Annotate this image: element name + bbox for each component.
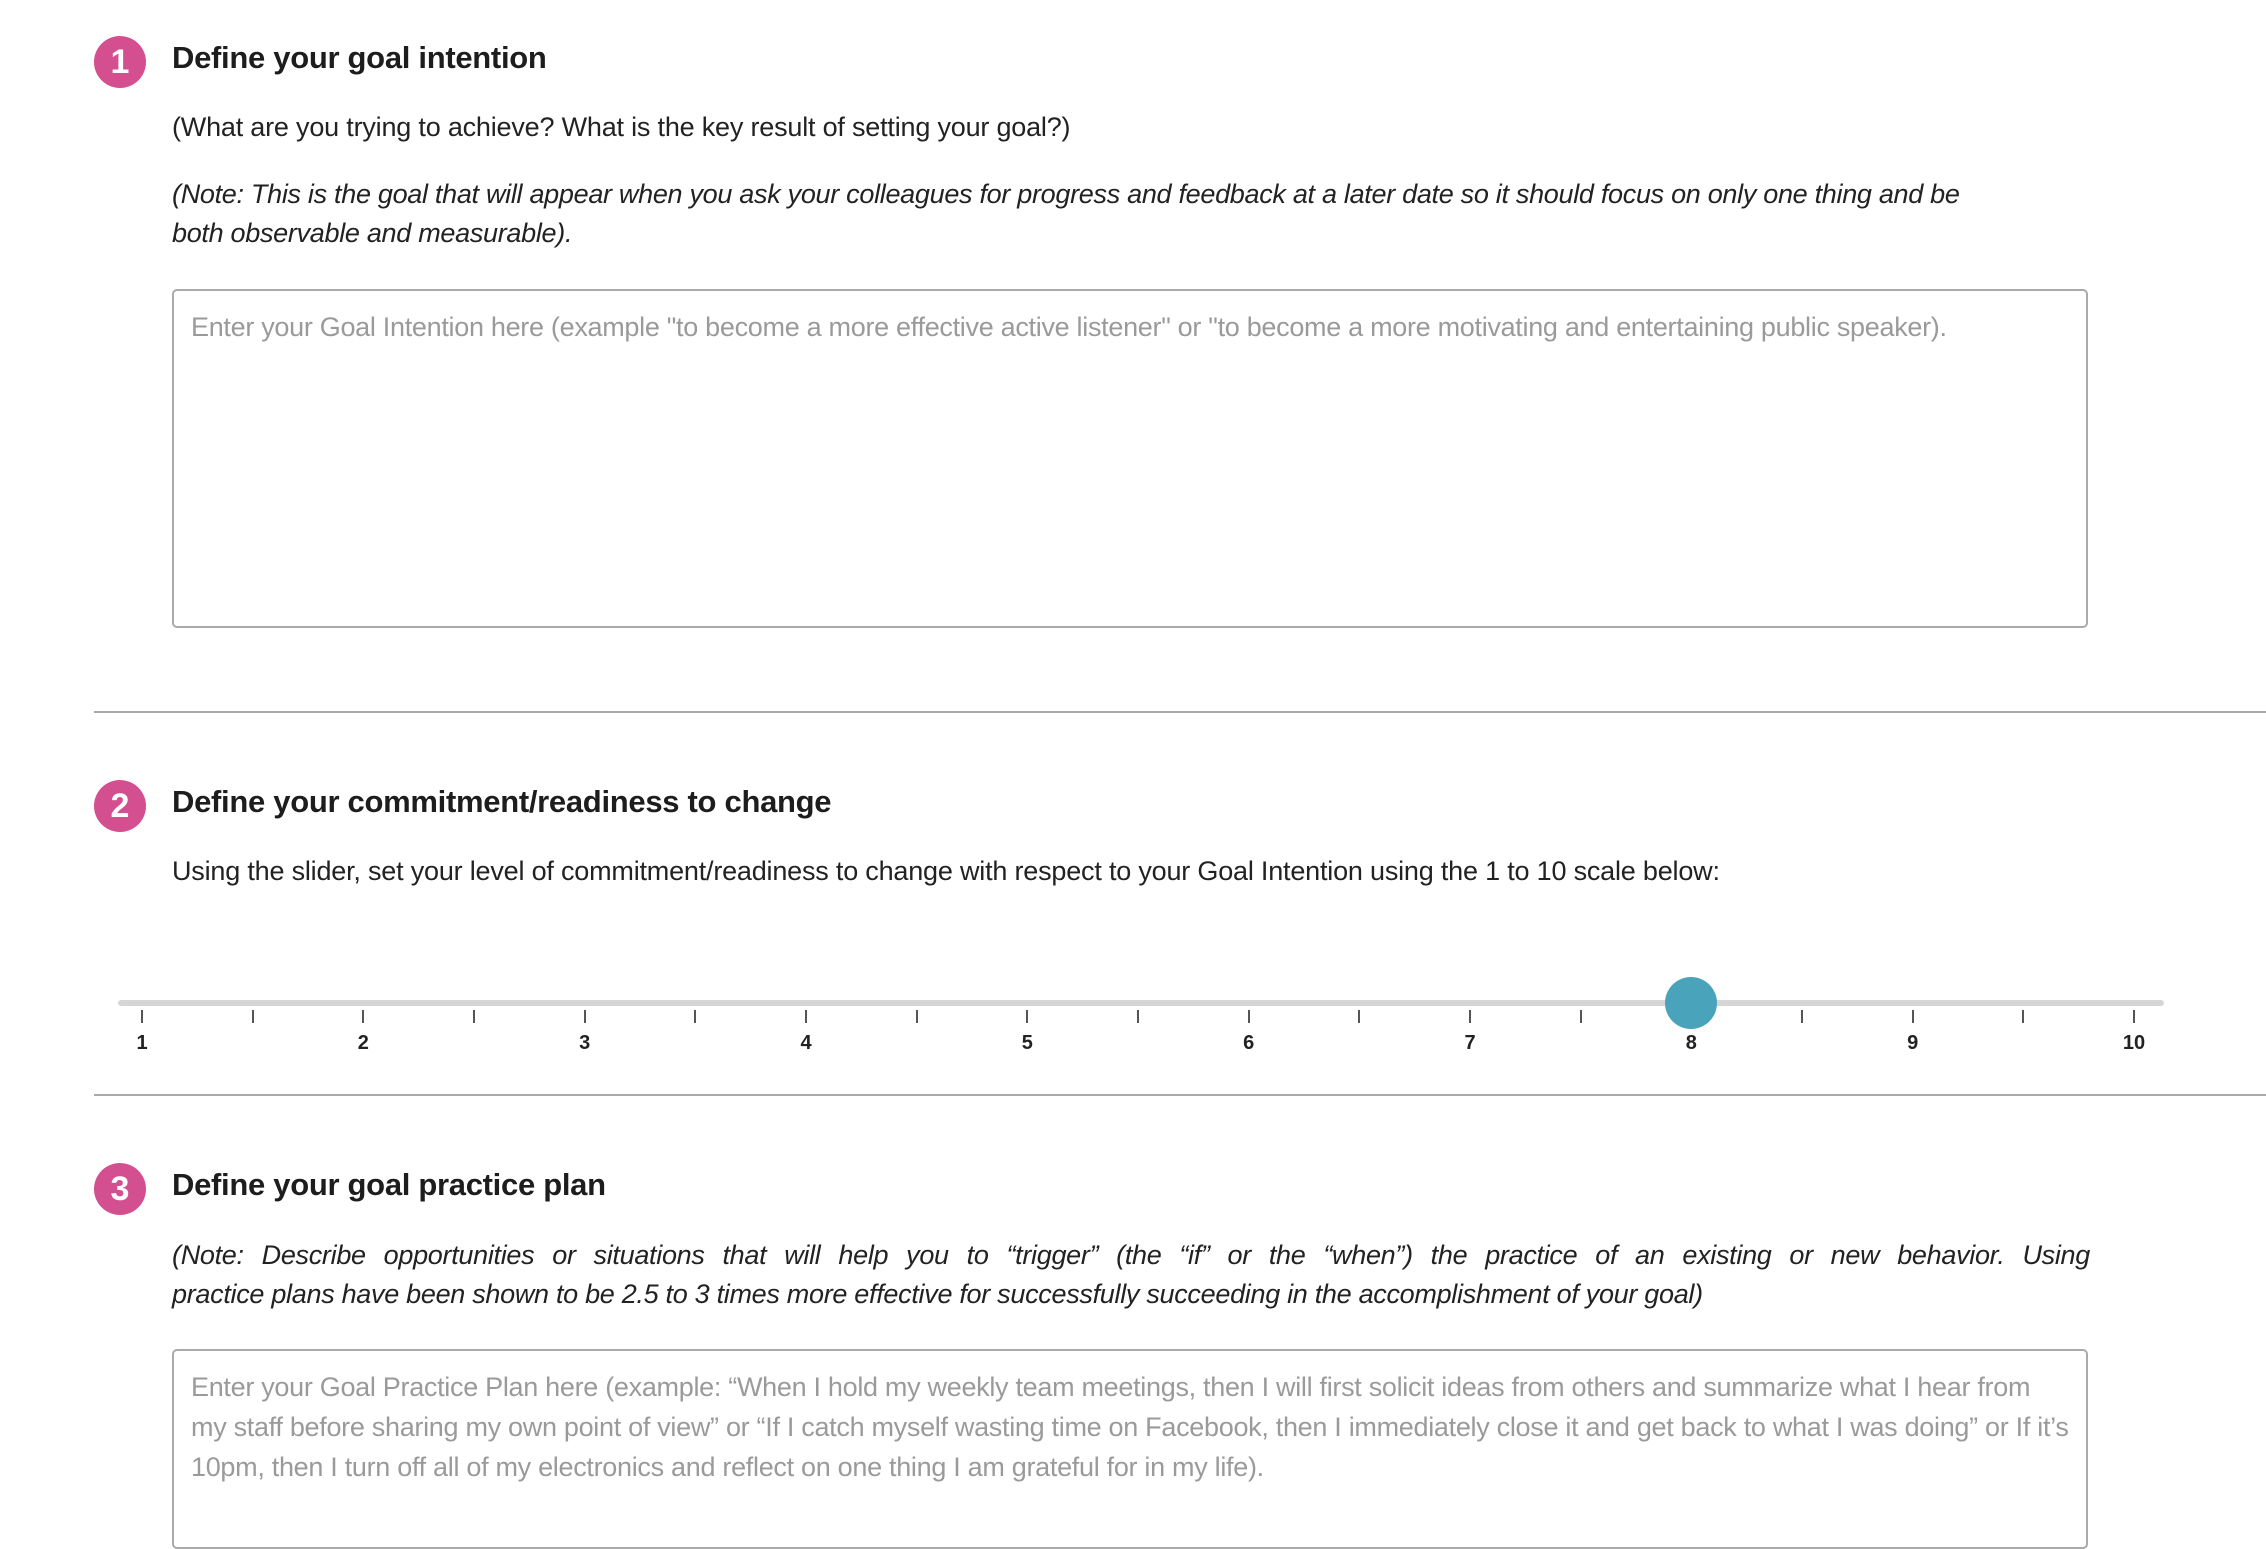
slider-tick — [141, 1010, 143, 1023]
slider-tick — [1137, 1010, 1139, 1023]
slider-handle[interactable] — [1665, 977, 1717, 1029]
slider-tick — [2022, 1010, 2024, 1023]
slider-tick — [252, 1010, 254, 1023]
slider-tick-label: 7 — [1464, 1032, 1476, 1054]
goal-practice-plan-input[interactable] — [172, 1349, 2088, 1549]
slider-tick-label: 1 — [136, 1032, 148, 1054]
slider-tick-label: 6 — [1243, 1032, 1255, 1054]
note-line: practice plans have been shown to be 2.5 to 3 times more effective for successfully succeeding in the accomplishment of your goal) — [172, 1279, 1703, 1309]
commitment-slider[interactable] — [118, 996, 2164, 1086]
section-1-note — [172, 175, 2090, 253]
section-1-title: Define your goal intention — [172, 40, 547, 75]
slider-tick-label: 4 — [800, 1032, 812, 1054]
slider-tick-label: 8 — [1685, 1032, 1697, 1054]
step-1-badge: 1 — [94, 36, 146, 88]
slider-tick — [916, 1010, 918, 1023]
slider-tick — [1912, 1010, 1914, 1023]
slider-tick — [473, 1010, 475, 1023]
slider-tick-label: 3 — [579, 1032, 591, 1054]
slider-tick — [1248, 1010, 1250, 1023]
section-3-note — [172, 1236, 2090, 1314]
slider-tick — [1358, 1010, 1360, 1023]
slider-tick — [694, 1010, 696, 1023]
slider-tick — [805, 1010, 807, 1023]
section-3-title: Define your goal practice plan — [172, 1167, 606, 1202]
section-divider — [94, 1094, 2266, 1096]
step-2-badge: 2 — [94, 780, 146, 832]
section-2-title: Define your commitment/readiness to change — [172, 784, 832, 819]
step-3-badge: 3 — [94, 1163, 146, 1215]
slider-tick — [1801, 1010, 1803, 1023]
section-1-question: (What are you trying to achieve? What is the key result of setting your goal?) — [172, 112, 1071, 142]
slider-tick — [1026, 1010, 1028, 1023]
slider-tick — [2133, 1010, 2135, 1023]
slider-track[interactable] — [118, 1000, 2164, 1006]
slider-tick — [584, 1010, 586, 1023]
slider-tick — [362, 1010, 364, 1023]
note-line: both observable and measurable). — [172, 218, 573, 248]
slider-tick — [1580, 1010, 1582, 1023]
section-2-instruction: Using the slider, set your level of commitment/readiness to change with respect to your Goal Intention using the 1 to 10 scale below: — [172, 856, 1720, 886]
goal-intention-input[interactable] — [172, 289, 2088, 628]
slider-tick-label: 10 — [2122, 1032, 2146, 1054]
slider-tick-label: 5 — [1021, 1032, 1033, 1054]
slider-tick-label: 2 — [357, 1032, 369, 1054]
note-line: (Note: This is the goal that will appear when you ask your colleagues for progress and feedback at a later date so it should focus on only one thing and be — [172, 179, 1960, 209]
section-divider — [94, 711, 2266, 713]
note-line: (Note: Describe opportunities or situations that will help you to “trigger” (the “if” or the “when”) the practice of an existing or new behavior. Using — [172, 1240, 2090, 1270]
slider-tick-label: 9 — [1907, 1032, 1919, 1054]
slider-tick — [1469, 1010, 1471, 1023]
